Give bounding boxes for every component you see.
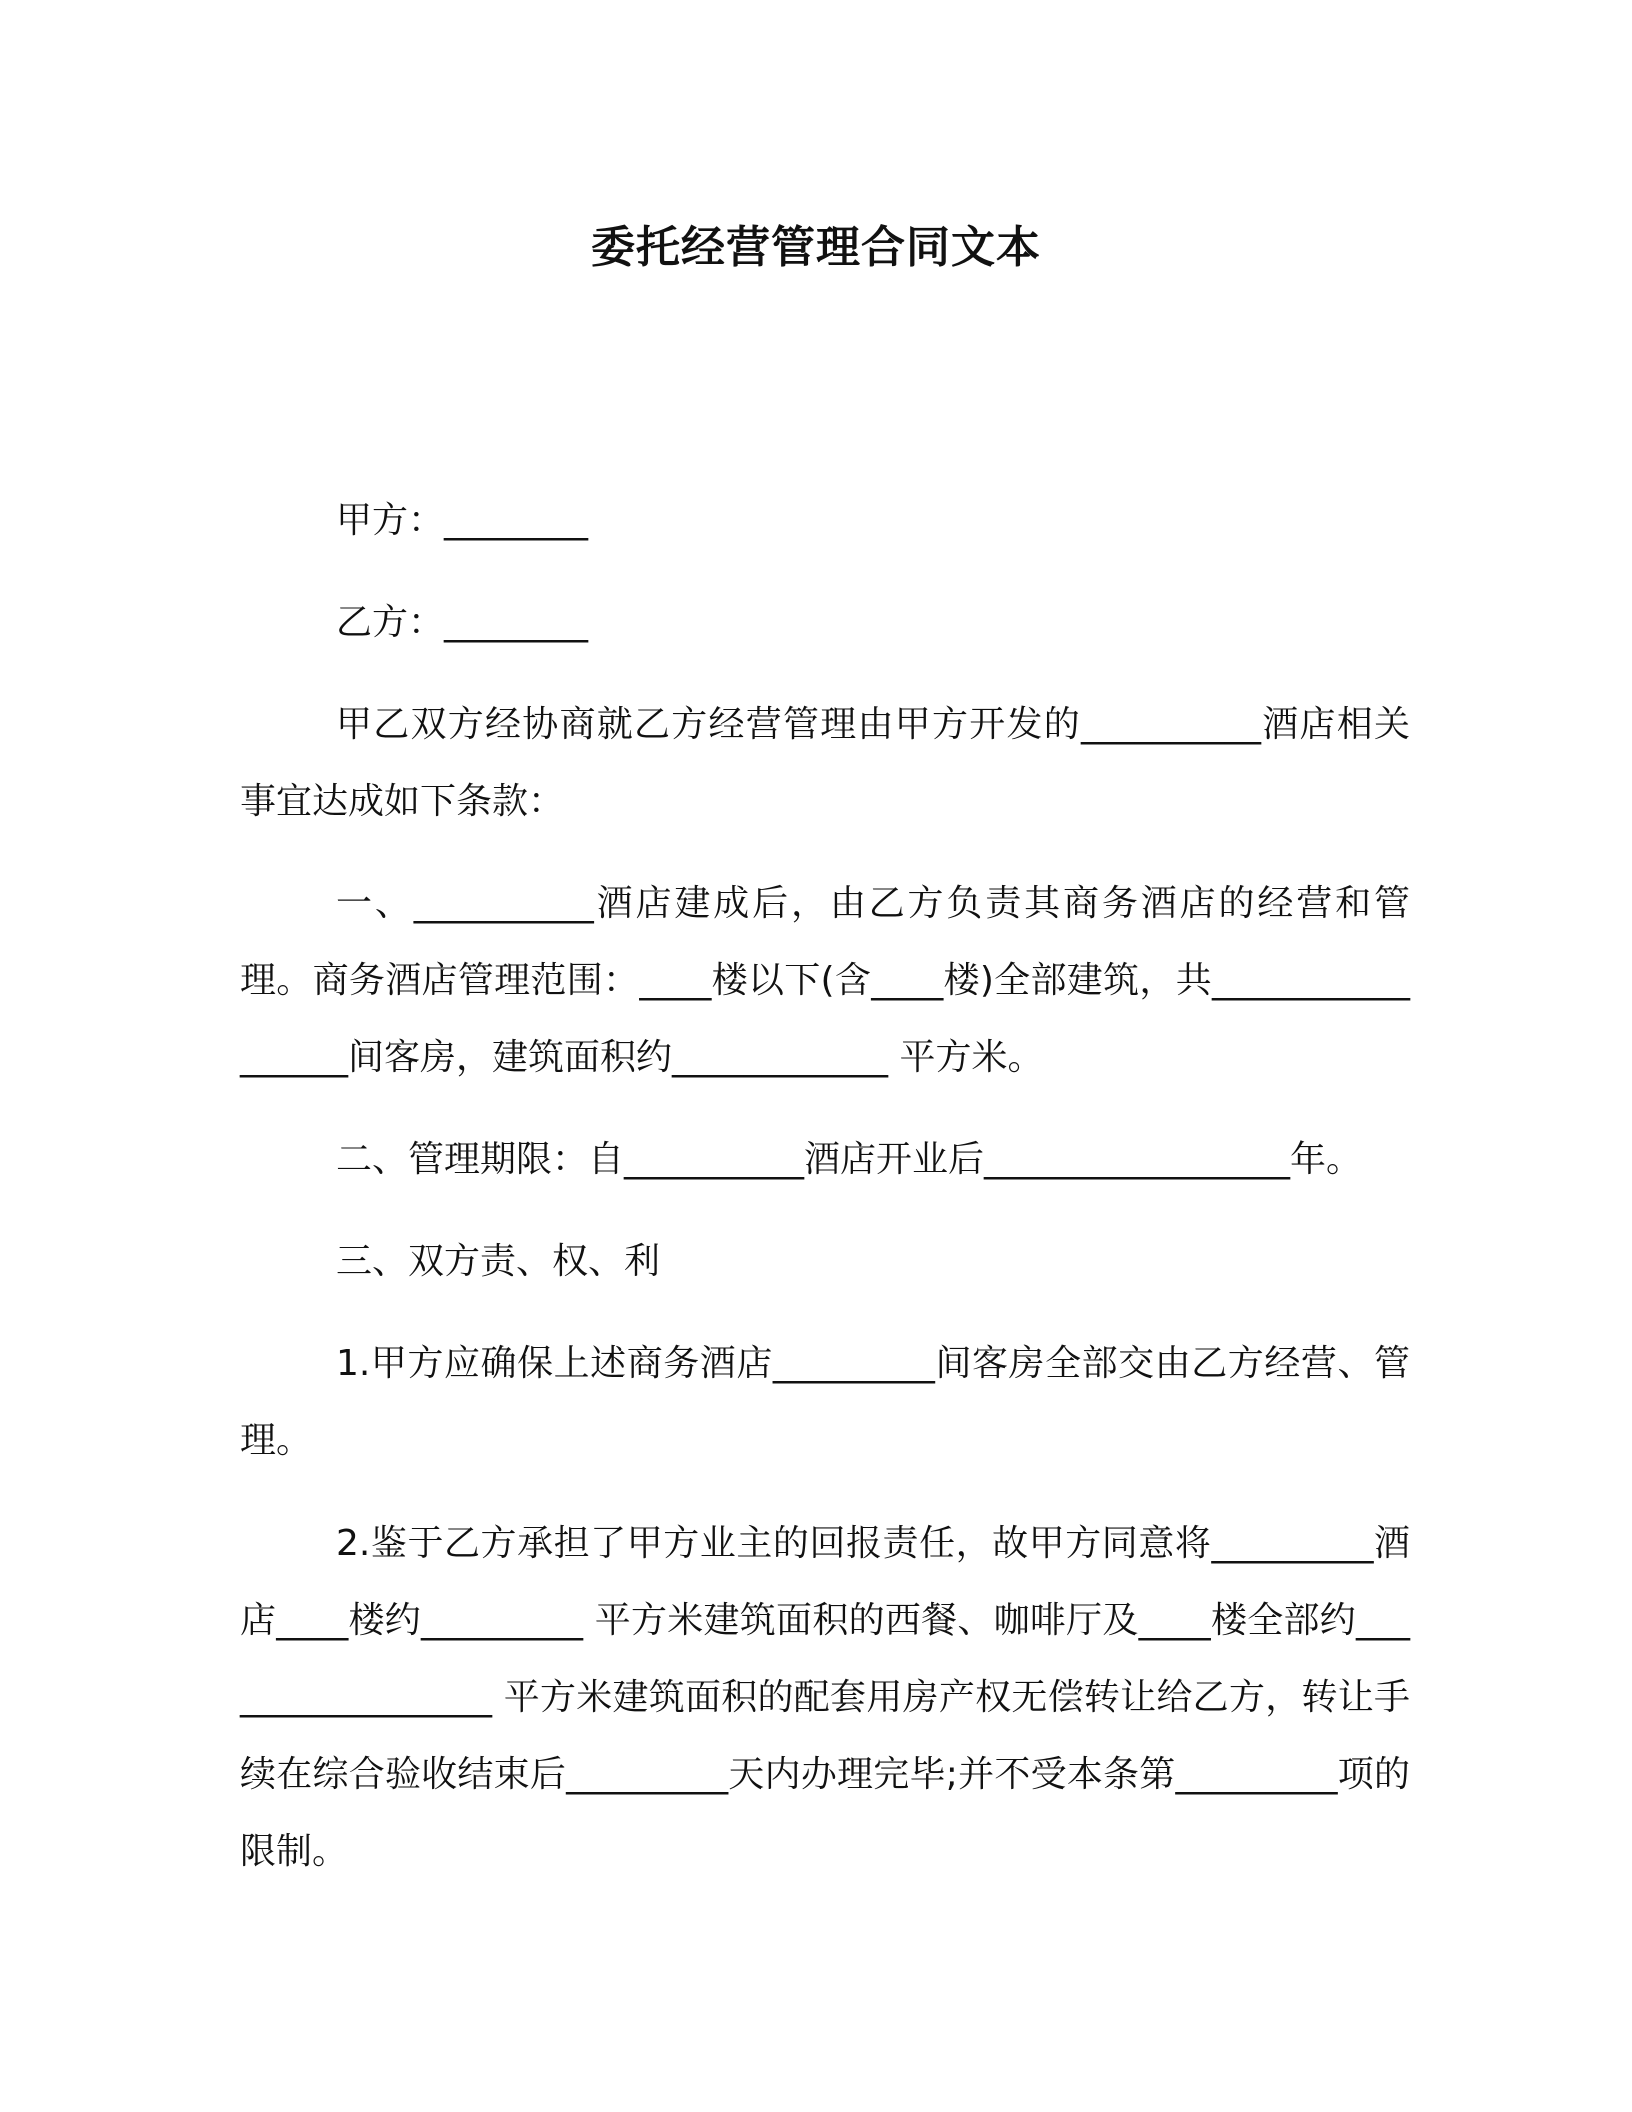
clause-2-paragraph: 二、管理期限：自__________酒店开业后_________________年。 [336, 1139, 1363, 1180]
clause-1-paragraph: 一、__________酒店建成后，由乙方负责其商务酒店的经营和管理。商务酒店管理范围：____楼以下(含____楼)全部建筑，共_________________间客房，建筑面积约____________ 平方米。 [240, 883, 1410, 1078]
clause-3-heading: 三、双方责、权、利 [336, 1241, 661, 1282]
document-title: 委托经营管理合同文本 [591, 222, 1041, 273]
item-2-paragraph: 2.鉴于乙方承担了甲方业主的回报责任，故甲方同意将_________酒店____楼约_________ 平方米建筑面积的西餐、咖啡厅及____楼全部约_________________ 平方米建筑面积的配套用房产权无偿转让给乙方，转让手续在综合验收结束后_________天内办理完毕;并不受本条第_________项的限制。 [240, 1523, 1410, 1872]
party-b-line: 乙方：________ [336, 602, 589, 643]
party-a-line: 甲方：________ [336, 500, 589, 541]
item-1-paragraph: 1.甲方应确保上述商务酒店_________间客房全部交由乙方经营、管理。 [240, 1343, 1410, 1461]
intro-paragraph: 甲乙双方经协商就乙方经营管理由甲方开发的__________酒店相关事宜达成如下条款： [240, 704, 1410, 822]
